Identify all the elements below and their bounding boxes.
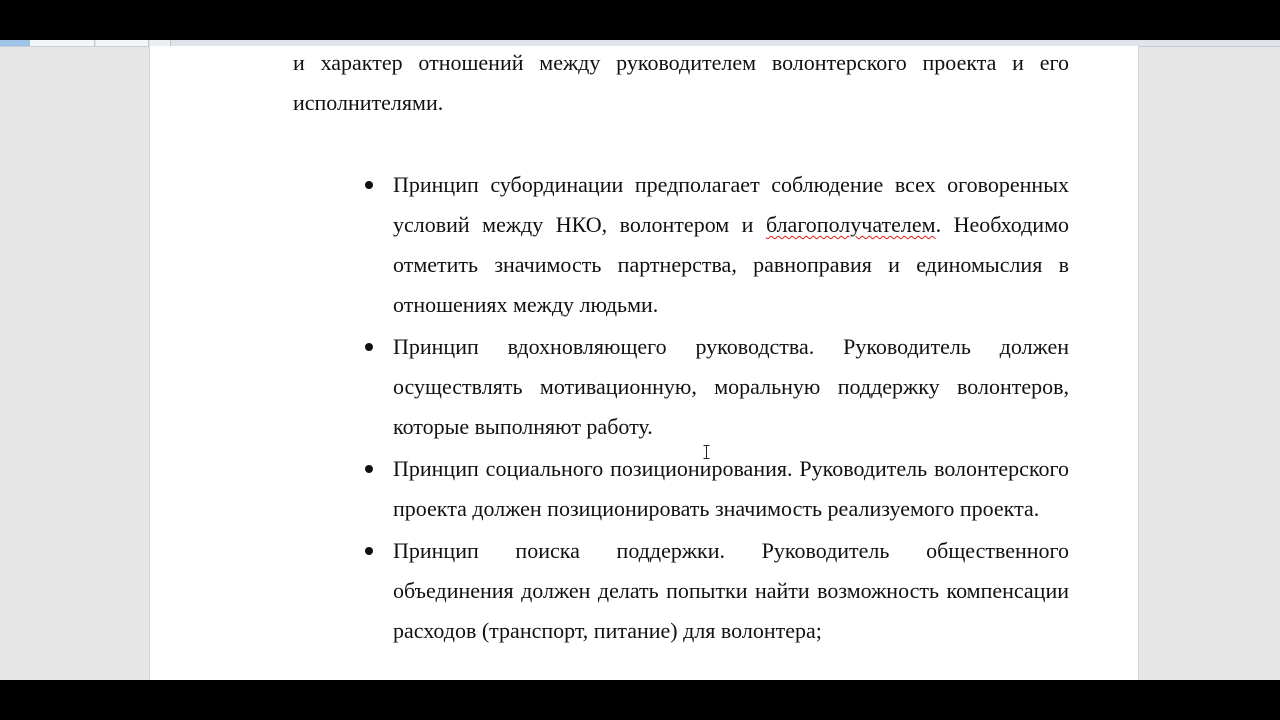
taskbar-tab[interactable] — [96, 40, 149, 46]
document-window — [0, 40, 1280, 680]
letterbox-bottom — [0, 680, 1280, 720]
text-cursor-icon — [703, 445, 710, 459]
bullet-icon — [365, 547, 373, 555]
list-item-text: Принцип вдохновляющего руководства. Руководитель должен осуществлять мотивационную, моральную поддержку волонтеров, которые выполняют работу. — [393, 334, 1069, 439]
taskbar-tab[interactable] — [30, 40, 95, 46]
list-item — [150, 531, 1138, 651]
bullet-icon — [365, 465, 373, 473]
list-item-text: Принцип социального позиционирования. Руководитель волонтерского проекта должен позиционировать значимость реализуемого проекта. — [393, 456, 1069, 521]
list-item-text-part: Принцип субординации предполагает соблюдение всех оговоренных условий между НКО, волонтером и — [393, 172, 1069, 237]
taskbar-accent — [0, 40, 30, 46]
list-item-text: Принцип поиска поддержки. Руководитель общественного объединения должен делать попытки найти возможность компенсации расходов (транспорт, питание) для волонтера; — [393, 538, 1069, 643]
document-page[interactable] — [149, 46, 1139, 680]
list-item — [150, 165, 1138, 325]
list-item-text — [393, 165, 1069, 325]
letterbox-top — [0, 0, 1280, 40]
bullet-list — [150, 165, 1138, 653]
misspelled-word[interactable]: благополучателем — [765, 212, 936, 237]
list-item — [150, 449, 1138, 529]
list-item-text-part: . Необходимо отметить значимость партнерства, равноправия и единомыслия в отношениях между людьми. — [393, 212, 1069, 317]
list-item — [150, 327, 1138, 447]
bullet-icon — [365, 181, 373, 189]
bullet-icon — [365, 343, 373, 351]
body-paragraph: и характер отношений между руководителем волонтерского проекта и его исполнителями. — [293, 50, 1069, 115]
